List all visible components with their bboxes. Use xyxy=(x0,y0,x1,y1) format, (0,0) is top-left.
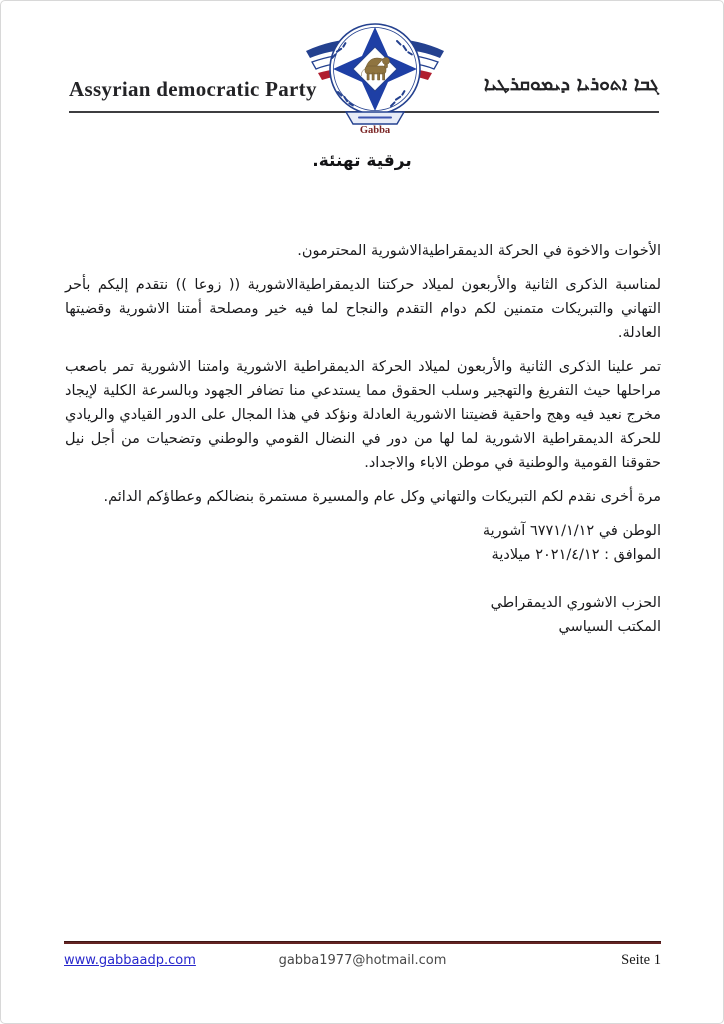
date-block xyxy=(65,519,661,567)
footer-divider xyxy=(64,941,661,944)
party-logo xyxy=(300,9,450,135)
congratulations-paragraph: لمناسبة الذكرى الثانية والأربعون لميلاد حركتنا الديمقراطيةالاشورية (( زوعا )) نتقدم إليكم بأحر التهاني والتبريكات متمنين لكم دوام التقدم والنجاح لما فيه خير ومصلحة أمتنا الاشورية وقضيتها العادلة. xyxy=(65,277,661,341)
document-title: برقية تهنئة. xyxy=(312,151,412,171)
logo-banner-fineprint xyxy=(358,117,392,119)
date-gregorian: الموافق : ٢٠٢١/٤/١٢ ميلادية xyxy=(491,547,661,563)
greeting-paragraph: الأخوات والاخوة في الحركة الديمقراطيةالاشورية المحترمون. xyxy=(297,243,661,259)
signature-party-name: الحزب الاشوري الديمقراطي xyxy=(490,595,661,611)
letter-body xyxy=(65,239,661,639)
signature-block xyxy=(65,591,661,639)
email-text: gabba1977@hotmail.com xyxy=(278,953,447,968)
org-name-syriac: ܓܒܐ ܐܬܘܪܝܐ ܕܝܡܘܩܪܛܝܐ xyxy=(483,73,659,95)
closing-paragraph: مرة أخرى نقدم لكم التبريكات والتهاني وكل عام والمسيرة مستمرة بنضالكم وعطاؤكم الدائم. xyxy=(103,489,661,505)
website-link[interactable]: www.gabbaadp.com xyxy=(64,953,196,968)
signature-office: المكتب السياسي xyxy=(558,619,661,635)
org-name-english: Assyrian democratic Party xyxy=(69,77,317,101)
date-assyrian: الوطن في ٦٧٧١/١/١٢ آشورية xyxy=(482,523,661,539)
anniversary-paragraph: تمر علينا الذكرى الثانية والأربعون لميلاد الحركة الديمقراطية الاشورية وامتنا الاشورية تمر باصعب مراحلها حيث التفريغ والتهجير وسلب الحقوق مما يستدعي منا تضافر الجهود وبالسرعة الكلية لإيجاد مخرج نعيد فيه وهج واحقية قضيتنا الاشورية العادلة ونؤكد في هذا المجال على الدور القيادي والريادي للحركة الديمقراطية الاشورية لما لها من دور في النضال القومي والوطني وتضحيات من أجل نيل حقوقنا القومية والوطنية في موطن الاباء والاجداد. xyxy=(65,359,661,471)
page-number-label: Seite 1 xyxy=(621,952,661,968)
logo-banner-label: Gabba xyxy=(359,125,391,135)
footer xyxy=(64,952,661,969)
